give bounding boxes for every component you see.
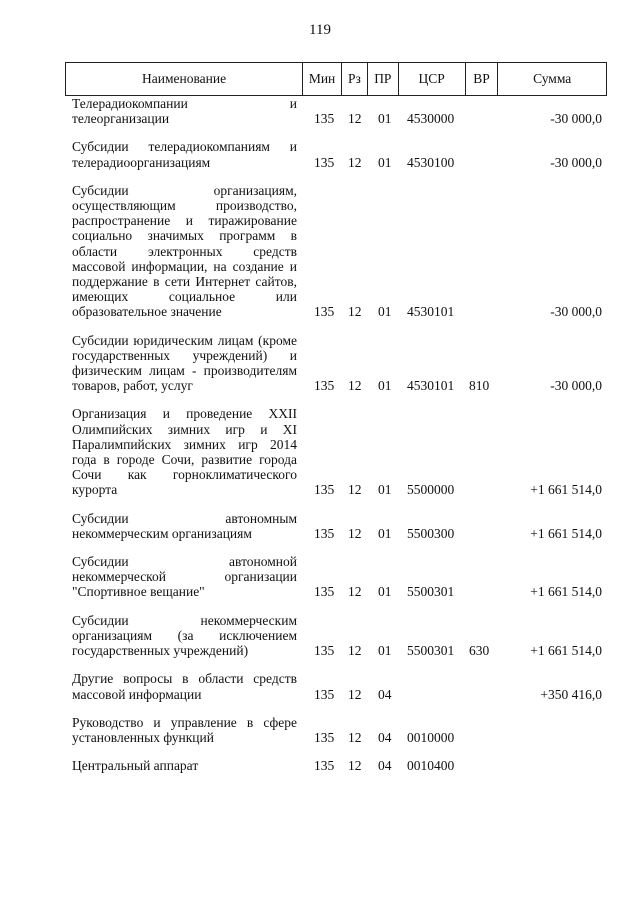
- table-body: [0, 96, 640, 786]
- header-sum: Сумма: [533, 71, 572, 86]
- header-csr: ЦСР: [399, 63, 466, 95]
- table-row: [0, 183, 640, 320]
- row-name: Субсидии некоммерческим организациям (за исключением государственных учреждений): [72, 612, 297, 659]
- row-rz: 12: [348, 304, 362, 320]
- row-vr: 810: [469, 378, 490, 394]
- row-min: 135: [314, 304, 335, 320]
- row-sum: +1 661 514,0: [530, 643, 602, 659]
- header-name: Наименование: [66, 63, 303, 95]
- row-rz: 12: [348, 111, 362, 127]
- row-name: Субсидии автономным некоммерческим организациям: [72, 510, 297, 541]
- row-csr: 0010400: [407, 758, 455, 774]
- table-row: [0, 139, 640, 169]
- header-min: Мин: [303, 63, 342, 95]
- table-row: [0, 613, 640, 659]
- row-pr: 04: [378, 758, 392, 774]
- row-min: 135: [314, 758, 335, 774]
- row-csr: 4530101: [407, 304, 455, 320]
- row-pr: 01: [378, 643, 392, 659]
- row-name: Субсидии автономной некоммерческой организации "Спортивное вещание": [72, 554, 297, 600]
- row-csr: 4530000: [407, 111, 455, 127]
- row-name: Телерадиокомпании и телеорганизации: [72, 96, 297, 127]
- row-name: Центральный аппарат: [72, 758, 199, 774]
- row-csr: 5500300: [407, 525, 455, 541]
- row-pr: 01: [378, 525, 392, 541]
- row-name: Субсидии юридическим лицам (кроме государственных учреждений) и физическим лицам - производителям товаров, работ, услуг: [72, 332, 297, 394]
- row-rz: 12: [348, 643, 362, 659]
- table-header: [65, 62, 607, 96]
- table-row: [0, 96, 640, 126]
- row-csr: 4530100: [407, 154, 455, 170]
- table-row: [0, 671, 640, 701]
- row-name: Субсидии телерадиокомпаниям и телерадиоорганизациям: [72, 139, 297, 170]
- row-csr: 5500301: [407, 584, 455, 600]
- row-sum: -30 000,0: [550, 378, 602, 394]
- row-csr: 5500000: [407, 482, 455, 498]
- row-rz: 12: [348, 686, 362, 702]
- row-rz: 12: [348, 525, 362, 541]
- row-min: 135: [314, 686, 335, 702]
- row-min: 135: [314, 154, 335, 170]
- row-sum: -30 000,0: [550, 304, 602, 320]
- row-sum: +1 661 514,0: [530, 525, 602, 541]
- row-rz: 12: [348, 758, 362, 774]
- row-pr: 04: [378, 686, 392, 702]
- row-csr: 5500301: [407, 643, 455, 659]
- row-pr: 01: [378, 378, 392, 394]
- header-vr: ВР: [466, 63, 499, 95]
- table-row: [0, 333, 640, 394]
- row-min: 135: [314, 378, 335, 394]
- row-vr: 630: [469, 643, 490, 659]
- row-min: 135: [314, 482, 335, 498]
- row-csr: 0010000: [407, 729, 455, 745]
- row-min: 135: [314, 643, 335, 659]
- row-min: 135: [314, 525, 335, 541]
- row-pr: 01: [378, 154, 392, 170]
- row-csr: 4530101: [407, 378, 455, 394]
- header-rz: Рз: [342, 63, 368, 95]
- row-rz: 12: [348, 154, 362, 170]
- row-name: Организация и проведение XXII Олимпийских зимних игр и XI Паралимпийских зимних игр 2014 года в городе Сочи, развитие города Сочи как горноклиматического курорта: [72, 406, 297, 498]
- row-name: Субсидии организациям, осуществляющим производство, распространение и тиражирование социально значимых программ в области электронных средств массовой информации, на создание и поддержание в сети Интернет сайтов, имеющих социальное или образовательное значение: [72, 182, 297, 320]
- table-row: [0, 511, 640, 541]
- table-row: [0, 715, 640, 745]
- row-min: 135: [314, 111, 335, 127]
- table-row: [0, 758, 640, 773]
- row-min: 135: [314, 729, 335, 745]
- row-sum: +350 416,0: [540, 686, 602, 702]
- row-pr: 01: [378, 584, 392, 600]
- row-rz: 12: [348, 729, 362, 745]
- row-rz: 12: [348, 482, 362, 498]
- row-pr: 01: [378, 304, 392, 320]
- row-pr: 04: [378, 729, 392, 745]
- table-row: [0, 554, 640, 600]
- row-rz: 12: [348, 584, 362, 600]
- table-row: [0, 406, 640, 497]
- row-name: Другие вопросы в области средств массовой информации: [72, 671, 297, 702]
- header-pr: ПР: [368, 63, 399, 95]
- page-number: 119: [309, 22, 331, 38]
- row-pr: 01: [378, 482, 392, 498]
- row-sum: -30 000,0: [550, 111, 602, 127]
- row-pr: 01: [378, 111, 392, 127]
- row-rz: 12: [348, 378, 362, 394]
- row-sum: -30 000,0: [550, 154, 602, 170]
- row-sum: +1 661 514,0: [530, 584, 602, 600]
- row-name: Руководство и управление в сфере установленных функций: [72, 714, 297, 745]
- row-min: 135: [314, 584, 335, 600]
- row-sum: +1 661 514,0: [530, 482, 602, 498]
